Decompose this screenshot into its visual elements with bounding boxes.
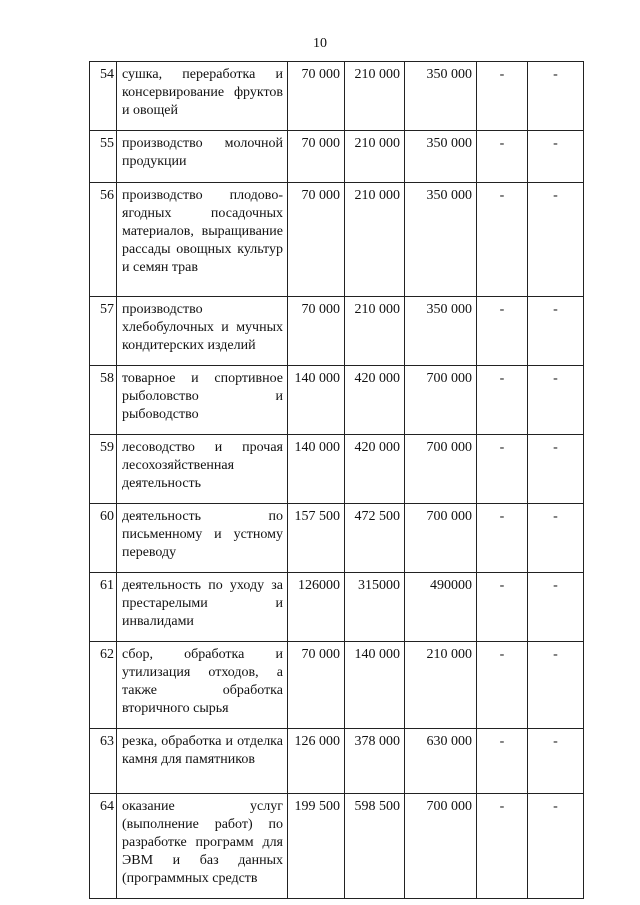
amount-col-2-cell — [345, 183, 405, 297]
amount-col-2: 420 000 — [354, 371, 400, 386]
activity-name-cell — [117, 573, 288, 642]
activity-name-cell — [117, 183, 288, 297]
amount-col-1: 199 500 — [294, 799, 340, 814]
amount-col-2: 315000 — [358, 578, 400, 593]
dash-col-1: - — [499, 734, 505, 749]
dash-col-1: - — [499, 371, 505, 386]
activity-name: производство плодово-ягодных посадочных материалов, выращивание рассады овощных культур и семян трав — [122, 188, 283, 275]
amount-col-2: 378 000 — [354, 734, 400, 749]
activity-name-cell — [117, 297, 288, 366]
amount-col-1-cell — [288, 62, 345, 131]
dash-col-2: - — [553, 136, 558, 151]
amount-col-1-cell — [288, 794, 345, 899]
amount-col-1: 70 000 — [301, 188, 340, 203]
dash-col-2: - — [553, 188, 558, 203]
dash-col-1-cell — [477, 573, 528, 642]
dash-col-2-cell — [528, 573, 584, 642]
dash-col-1-cell — [477, 366, 528, 435]
amount-col-2-cell — [345, 366, 405, 435]
dash-col-2-cell — [528, 183, 584, 297]
activity-name: лесоводство и прочая лесохозяйственная деятельность — [122, 440, 283, 491]
amount-col-1: 70 000 — [301, 302, 340, 317]
activity-name: товарное и спортивное рыболовство и рыбоводство — [122, 371, 283, 422]
amount-col-2: 210 000 — [354, 136, 400, 151]
dash-col-1-cell — [477, 729, 528, 794]
amount-col-3: 700 000 — [426, 799, 472, 814]
dash-col-1-cell — [477, 642, 528, 729]
amount-col-1: 70 000 — [301, 647, 340, 662]
table-row — [90, 573, 584, 642]
dash-col-1: - — [499, 188, 505, 203]
dash-col-1: - — [499, 647, 505, 662]
amount-col-3-cell — [405, 183, 477, 297]
amount-col-2-cell — [345, 573, 405, 642]
dash-col-2: - — [553, 440, 558, 455]
amount-col-1: 126 000 — [294, 734, 340, 749]
dash-col-2: - — [553, 578, 558, 593]
amount-col-3: 490000 — [430, 578, 472, 593]
dash-col-1: - — [499, 799, 505, 814]
dash-col-1: - — [499, 509, 505, 524]
dash-col-1: - — [499, 302, 505, 317]
amount-col-1-cell — [288, 131, 345, 183]
amount-col-2: 210 000 — [354, 302, 400, 317]
amount-col-1-cell — [288, 366, 345, 435]
row-number-cell — [90, 183, 117, 297]
amount-col-3-cell — [405, 435, 477, 504]
row-number-cell — [90, 729, 117, 794]
dash-col-1-cell — [477, 297, 528, 366]
table-row — [90, 642, 584, 729]
dash-col-2: - — [553, 799, 558, 814]
table-row — [90, 435, 584, 504]
row-number: 56 — [100, 188, 114, 203]
row-number: 58 — [100, 371, 114, 386]
amount-col-2: 210 000 — [354, 67, 400, 82]
amount-col-1: 157 500 — [294, 509, 340, 524]
dash-col-2-cell — [528, 131, 584, 183]
amount-col-3: 210 000 — [426, 647, 472, 662]
row-number-cell — [90, 297, 117, 366]
amount-col-2: 420 000 — [354, 440, 400, 455]
page-number: 10 — [313, 36, 327, 51]
amount-col-3-cell — [405, 504, 477, 573]
dash-col-1-cell — [477, 131, 528, 183]
dash-col-2-cell — [528, 297, 584, 366]
row-number: 54 — [100, 67, 114, 82]
dash-col-2: - — [553, 734, 558, 749]
row-number-cell — [90, 366, 117, 435]
amount-col-2-cell — [345, 794, 405, 899]
row-number-cell — [90, 435, 117, 504]
activity-name: резка, обработка и отделка камня для памятников — [122, 734, 283, 767]
table-row — [90, 794, 584, 899]
dash-col-2: - — [553, 67, 558, 82]
amount-col-1: 70 000 — [301, 136, 340, 151]
amount-col-3: 350 000 — [426, 188, 472, 203]
activity-name: оказание услуг (выполнение работ) по разработке программ для ЭВМ и баз данных (программных средств — [122, 799, 283, 886]
table-row — [90, 62, 584, 131]
amount-col-3-cell — [405, 794, 477, 899]
row-number: 57 — [100, 302, 114, 317]
amount-col-2-cell — [345, 729, 405, 794]
activity-name-cell — [117, 131, 288, 183]
amount-col-1-cell — [288, 297, 345, 366]
dash-col-1-cell — [477, 62, 528, 131]
amount-col-3: 700 000 — [426, 440, 472, 455]
activity-name: сушка, переработка и консервирование фруктов и овощей — [122, 67, 283, 118]
activity-name: производство хлебобулочных и мучных кондитерских изделий — [122, 302, 283, 353]
dash-col-2-cell — [528, 642, 584, 729]
row-number-cell — [90, 573, 117, 642]
activity-table — [89, 61, 584, 899]
dash-col-1: - — [499, 578, 505, 593]
amount-col-3: 630 000 — [426, 734, 472, 749]
activity-name: сбор, обработка и утилизация отходов, а также обработка вторичного сырья — [122, 647, 283, 716]
dash-col-2-cell — [528, 729, 584, 794]
dash-col-2: - — [553, 302, 558, 317]
amount-col-3-cell — [405, 297, 477, 366]
dash-col-1: - — [499, 440, 505, 455]
dash-col-1-cell — [477, 794, 528, 899]
dash-col-2-cell — [528, 794, 584, 899]
activity-name: деятельность по письменному и устному переводу — [122, 509, 283, 560]
dash-col-2-cell — [528, 62, 584, 131]
amount-col-2-cell — [345, 297, 405, 366]
amount-col-1: 70 000 — [301, 67, 340, 82]
activity-table-body — [90, 62, 584, 899]
row-number: 63 — [100, 734, 114, 749]
amount-col-2-cell — [345, 435, 405, 504]
activity-name: производство молочной продукции — [122, 136, 283, 169]
row-number-cell — [90, 62, 117, 131]
activity-name-cell — [117, 729, 288, 794]
row-number: 62 — [100, 647, 114, 662]
table-row — [90, 729, 584, 794]
amount-col-1-cell — [288, 573, 345, 642]
dash-col-2: - — [553, 371, 558, 386]
amount-col-1-cell — [288, 183, 345, 297]
row-number: 55 — [100, 136, 114, 151]
amount-col-3: 350 000 — [426, 302, 472, 317]
amount-col-1-cell — [288, 642, 345, 729]
activity-name-cell — [117, 62, 288, 131]
activity-name: деятельность по уходу за престарелыми и инвалидами — [122, 578, 283, 629]
activity-name-cell — [117, 794, 288, 899]
activity-name-cell — [117, 435, 288, 504]
amount-col-2-cell — [345, 504, 405, 573]
dash-col-1-cell — [477, 183, 528, 297]
dash-col-1: - — [499, 67, 505, 82]
activity-name-cell — [117, 504, 288, 573]
dash-col-2-cell — [528, 504, 584, 573]
row-number-cell — [90, 131, 117, 183]
row-number-cell — [90, 794, 117, 899]
amount-col-2-cell — [345, 131, 405, 183]
row-number-cell — [90, 504, 117, 573]
amount-col-1-cell — [288, 504, 345, 573]
dash-col-2-cell — [528, 366, 584, 435]
amount-col-2: 598 500 — [354, 799, 400, 814]
dash-col-2: - — [553, 647, 558, 662]
amount-col-2-cell — [345, 62, 405, 131]
activity-name-cell — [117, 642, 288, 729]
table-row — [90, 183, 584, 297]
amount-col-3: 350 000 — [426, 136, 472, 151]
amount-col-2: 210 000 — [354, 188, 400, 203]
dash-col-2: - — [553, 509, 558, 524]
amount-col-1: 126000 — [298, 578, 340, 593]
amount-col-3: 700 000 — [426, 509, 472, 524]
amount-col-1-cell — [288, 729, 345, 794]
row-number: 60 — [100, 509, 114, 524]
amount-col-3-cell — [405, 729, 477, 794]
row-number-cell — [90, 642, 117, 729]
row-number: 61 — [100, 578, 114, 593]
amount-col-2: 140 000 — [354, 647, 400, 662]
amount-col-1: 140 000 — [294, 440, 340, 455]
table-row — [90, 297, 584, 366]
dash-col-2-cell — [528, 435, 584, 504]
dash-col-1-cell — [477, 504, 528, 573]
row-number: 64 — [100, 799, 114, 814]
amount-col-1: 140 000 — [294, 371, 340, 386]
table-row — [90, 366, 584, 435]
amount-col-1-cell — [288, 435, 345, 504]
amount-col-3-cell — [405, 366, 477, 435]
dash-col-1: - — [499, 136, 505, 151]
amount-col-3-cell — [405, 642, 477, 729]
amount-col-3-cell — [405, 62, 477, 131]
table-row — [90, 504, 584, 573]
row-number: 59 — [100, 440, 114, 455]
amount-col-2-cell — [345, 642, 405, 729]
amount-col-3: 700 000 — [426, 371, 472, 386]
dash-col-1-cell — [477, 435, 528, 504]
amount-col-3: 350 000 — [426, 67, 472, 82]
activity-name-cell — [117, 366, 288, 435]
table-row — [90, 131, 584, 183]
amount-col-3-cell — [405, 131, 477, 183]
amount-col-3-cell — [405, 573, 477, 642]
amount-col-2: 472 500 — [354, 509, 400, 524]
